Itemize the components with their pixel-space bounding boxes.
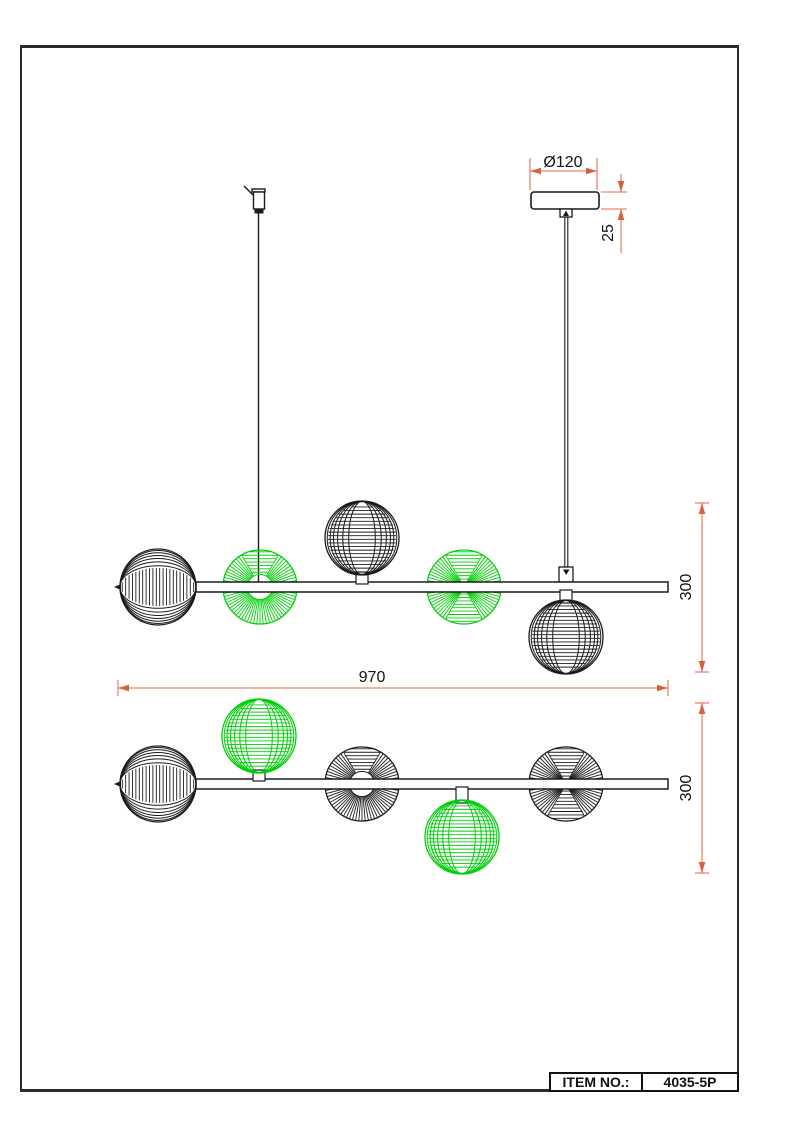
lampshade-vertical-green — [222, 699, 296, 773]
lampshade-vertical-black — [529, 600, 603, 674]
lampshade-vertical-black — [325, 501, 399, 575]
dimension-view2-height — [695, 703, 709, 873]
dimension-view1-height — [695, 503, 709, 672]
suspension-group — [244, 186, 599, 584]
item-no-label: ITEM NO.: — [551, 1074, 643, 1090]
dim-view1-height-label: 300 — [678, 573, 695, 601]
title-block — [549, 1072, 739, 1092]
lampshade-side-eye-black — [114, 549, 196, 625]
lampshade-vertical-green — [425, 800, 499, 874]
fixture-view-2 — [114, 699, 668, 874]
dim-view2-height-label: 300 — [678, 774, 695, 802]
dim-canopy-height-label: 25 — [600, 224, 617, 242]
fixture-view-1 — [114, 501, 668, 674]
dim-canopy-diameter-label: Ø120 — [543, 154, 583, 171]
item-no-value: 4035-5P — [663, 1074, 717, 1090]
lampshade-side-eye-black — [114, 746, 196, 822]
dim-fixture-length-label: 970 — [358, 668, 386, 686]
